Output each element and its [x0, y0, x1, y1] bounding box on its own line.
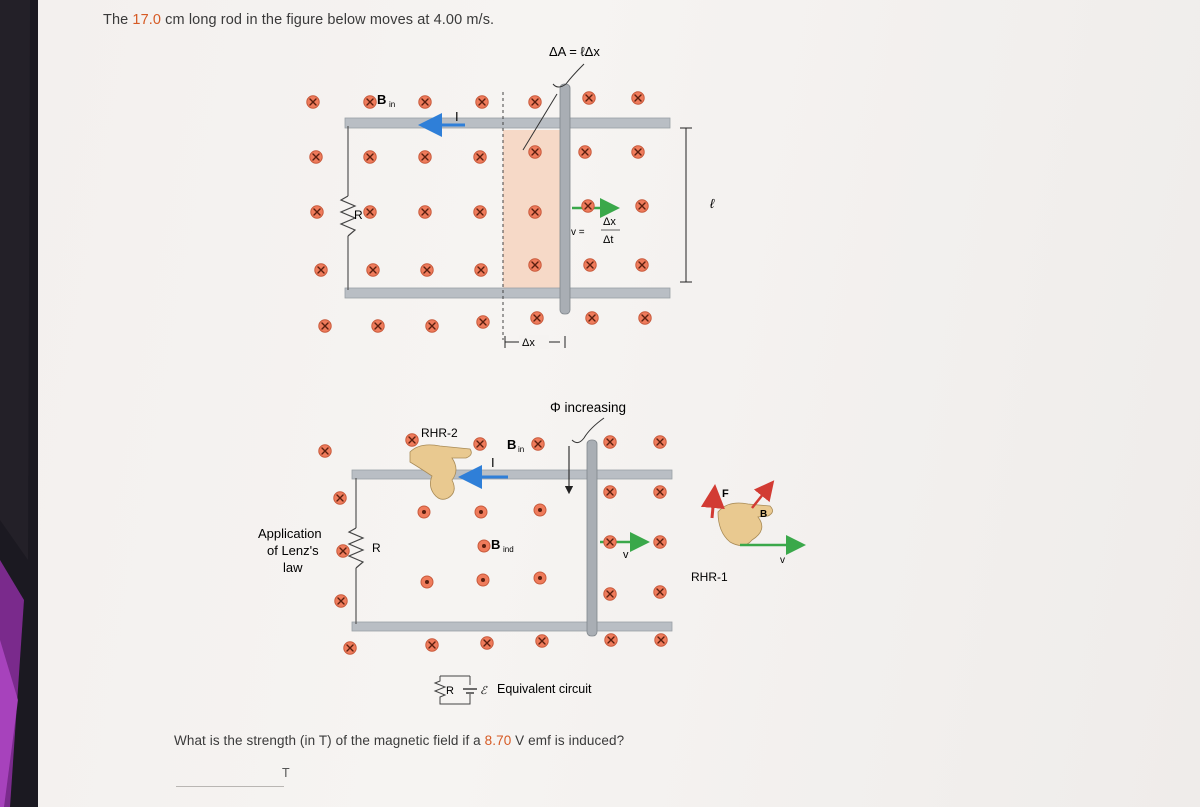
top-rail [345, 118, 670, 128]
area-pointer [553, 64, 584, 87]
bottom-velocity-label: v [623, 549, 629, 561]
area-label: ΔA = ℓΔx [549, 44, 600, 59]
question-text: What is the strength (in T) of the magnetic field if a 8.70 V emf is induced? [174, 733, 625, 748]
rhr1-force-arrow [712, 496, 714, 518]
equivalent-circuit [435, 676, 592, 704]
bottom-b-in-label: B [507, 437, 517, 452]
rod-length-value: 17.0 [132, 12, 162, 28]
emf-value: 8.70 [484, 733, 512, 748]
length-label: ℓ [710, 196, 715, 211]
bottom-sliding-rod [587, 440, 597, 636]
lenz-label-line2: of Lenz's [267, 543, 319, 558]
rhr1-force-label: F [722, 488, 729, 500]
rhr2-label: RHR-2 [421, 426, 458, 440]
lenz-label-line3: law [283, 560, 303, 575]
bottom-current-label: I [491, 455, 495, 470]
answer-unit: T [282, 766, 290, 780]
b-in-subscript: in [389, 100, 396, 109]
bottom-resistor-label: R [372, 541, 381, 555]
answer-field-wrapper [176, 766, 284, 787]
bottom-b-in-subscript: in [518, 445, 525, 454]
bottom-diagram [258, 400, 672, 654]
lenz-label-line1: Application [258, 526, 322, 541]
velocity-denominator: Δt [603, 234, 614, 246]
resistor-label: R [354, 208, 363, 222]
rhr1-b-label: B [760, 509, 768, 520]
b-in-label: B [377, 92, 387, 107]
bind-label: B [491, 537, 501, 552]
equivalent-r-label: R [446, 685, 454, 697]
dx-label: Δx [522, 337, 535, 349]
bottom-rail [345, 288, 670, 298]
current-label: I [455, 109, 459, 124]
sliding-rod [560, 84, 570, 314]
flux-label: Φ increasing [550, 400, 627, 415]
velocity-v-label: v = [571, 227, 585, 238]
problem-intro: The 17.0 cm long rod in the figure below moves at 4.00 m/s. [103, 12, 495, 28]
top-diagram [307, 44, 715, 349]
rhr1-diagram [691, 488, 796, 584]
resistor-zigzag [341, 196, 355, 236]
bottom-resistor-zigzag [349, 528, 363, 568]
bottom-bottom-rail [352, 622, 672, 631]
bottom-top-rail [352, 470, 672, 479]
equivalent-emf-label: ℰ [480, 685, 487, 697]
rhr1-label: RHR-1 [691, 570, 728, 584]
equivalent-circuit-label: Equivalent circuit [497, 682, 592, 696]
rod-emf-figure [250, 40, 810, 720]
answer-input[interactable] [176, 766, 280, 786]
bind-subscript: ind [503, 545, 514, 554]
flux-pointer [572, 418, 604, 443]
velocity-numerator: Δx [603, 216, 616, 228]
rhr1-velocity-label: v [780, 555, 785, 566]
